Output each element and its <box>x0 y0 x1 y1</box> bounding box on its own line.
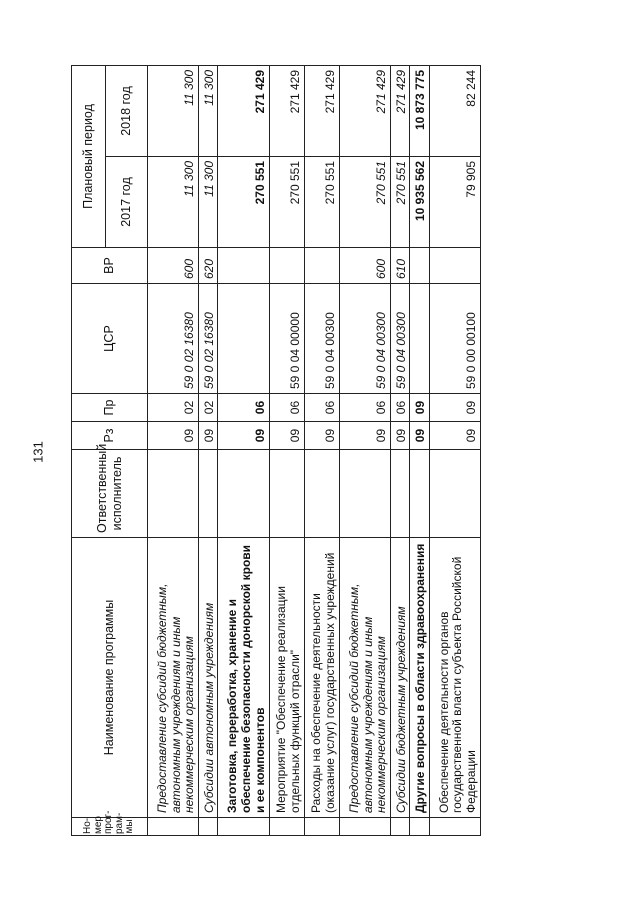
row-responsible <box>218 450 269 538</box>
row-value-2017: 10 935 562 <box>410 157 429 248</box>
row-vr <box>429 248 480 284</box>
row-number <box>304 818 339 836</box>
row-csr: 59 0 02 16380 <box>199 284 218 394</box>
header-year-2017: 2017 год <box>106 157 148 248</box>
row-value-2018: 271 429 <box>391 65 410 156</box>
table-row <box>391 65 410 835</box>
table-row <box>304 65 339 835</box>
row-csr: 59 0 04 00300 <box>391 284 410 394</box>
row-number <box>148 818 199 836</box>
header-no: Но- мер прог- рам- мы <box>72 818 148 836</box>
row-value-2018: 271 429 <box>304 65 339 156</box>
table-body <box>148 65 481 835</box>
row-number <box>269 818 304 836</box>
row-rz: 09 <box>199 422 218 450</box>
row-value-2017: 11 300 <box>148 157 199 248</box>
row-csr: 59 0 04 00300 <box>304 284 339 394</box>
row-csr <box>218 284 269 394</box>
table-header <box>72 65 148 835</box>
row-csr: 59 0 04 00000 <box>269 284 304 394</box>
row-number <box>410 818 429 836</box>
row-csr: 59 0 04 00300 <box>340 284 391 394</box>
header-name: Наименование программы <box>72 538 148 818</box>
row-csr: 59 0 02 16380 <box>148 284 199 394</box>
row-value-2018: 271 429 <box>269 65 304 156</box>
row-vr <box>410 248 429 284</box>
row-number <box>199 818 218 836</box>
row-value-2018: 11 300 <box>199 65 218 156</box>
row-rz: 09 <box>340 422 391 450</box>
row-vr: 600 <box>148 248 199 284</box>
header-pr: Пр <box>72 394 148 422</box>
row-name: Предоставление субсидий бюджетным, автономным учреждениям и иным некоммерческим организациям <box>148 538 199 818</box>
row-value-2017: 11 300 <box>199 157 218 248</box>
row-value-2017: 270 551 <box>218 157 269 248</box>
header-rz: Рз <box>72 422 148 450</box>
table-row <box>429 65 480 835</box>
row-pr: 06 <box>218 394 269 422</box>
row-pr: 02 <box>148 394 199 422</box>
row-name: Мероприятие "Обеспечение реализации отдельных функций отрасли" <box>269 538 304 818</box>
table-row <box>218 65 269 835</box>
header-period: Плановый период <box>72 65 106 247</box>
row-rz: 09 <box>429 422 480 450</box>
row-pr: 09 <box>429 394 480 422</box>
row-pr: 09 <box>410 394 429 422</box>
row-number <box>340 818 391 836</box>
row-pr: 06 <box>304 394 339 422</box>
row-responsible <box>391 450 410 538</box>
row-value-2018: 82 244 <box>429 65 480 156</box>
header-vr: ВР <box>72 248 148 284</box>
row-vr: 610 <box>391 248 410 284</box>
row-vr <box>269 248 304 284</box>
row-csr <box>410 284 429 394</box>
table-row <box>410 65 429 835</box>
budget-table-rotated <box>71 66 481 836</box>
row-vr <box>218 248 269 284</box>
row-name: Субсидии автономным учреждениям <box>199 538 218 818</box>
row-rz: 09 <box>391 422 410 450</box>
row-number <box>218 818 269 836</box>
row-csr: 59 0 00 00100 <box>429 284 480 394</box>
row-value-2017: 270 551 <box>391 157 410 248</box>
row-responsible <box>269 450 304 538</box>
row-vr <box>304 248 339 284</box>
row-pr: 02 <box>199 394 218 422</box>
header-year-2018: 2018 год <box>106 65 148 156</box>
header-resp: Ответственный исполнитель <box>72 450 148 538</box>
row-name: Субсидии бюджетным учреждениям <box>391 538 410 818</box>
row-vr: 620 <box>199 248 218 284</box>
budget-table <box>71 65 481 836</box>
row-name: Другие вопросы в области здравоохранения <box>410 538 429 818</box>
row-value-2018: 10 873 775 <box>410 65 429 156</box>
row-value-2018: 271 429 <box>218 65 269 156</box>
row-value-2017: 270 551 <box>340 157 391 248</box>
header-csr: ЦСР <box>72 284 148 394</box>
row-responsible <box>148 450 199 538</box>
row-value-2017: 270 551 <box>269 157 304 248</box>
row-pr: 06 <box>391 394 410 422</box>
row-rz: 09 <box>148 422 199 450</box>
row-responsible <box>410 450 429 538</box>
table-row <box>269 65 304 835</box>
row-responsible <box>304 450 339 538</box>
row-pr: 06 <box>340 394 391 422</box>
row-pr: 06 <box>269 394 304 422</box>
row-value-2018: 11 300 <box>148 65 199 156</box>
row-number <box>391 818 410 836</box>
row-rz: 09 <box>410 422 429 450</box>
row-name: Расходы на обеспечение деятельности (оказание услуг) государственных учреждений <box>304 538 339 818</box>
row-responsible <box>199 450 218 538</box>
row-rz: 09 <box>304 422 339 450</box>
row-value-2017: 270 551 <box>304 157 339 248</box>
row-vr: 600 <box>340 248 391 284</box>
row-name: Заготовка, переработка, хранение и обеспечение безопасности донорской крови и ее компонентов <box>218 538 269 818</box>
row-name: Предоставление субсидий бюджетным, автономным учреждениям и иным некоммерческим организациям <box>340 538 391 818</box>
row-responsible <box>429 450 480 538</box>
table-row <box>199 65 218 835</box>
table-row <box>148 65 199 835</box>
row-number <box>429 818 480 836</box>
table-row <box>340 65 391 835</box>
row-value-2018: 271 429 <box>340 65 391 156</box>
row-name: Обеспечение деятельности органов государственной власти субъекта Российской Федерации <box>429 538 480 818</box>
row-responsible <box>340 450 391 538</box>
row-value-2017: 79 905 <box>429 157 480 248</box>
row-rz: 09 <box>218 422 269 450</box>
row-rz: 09 <box>269 422 304 450</box>
page-number: 131 <box>30 441 46 463</box>
